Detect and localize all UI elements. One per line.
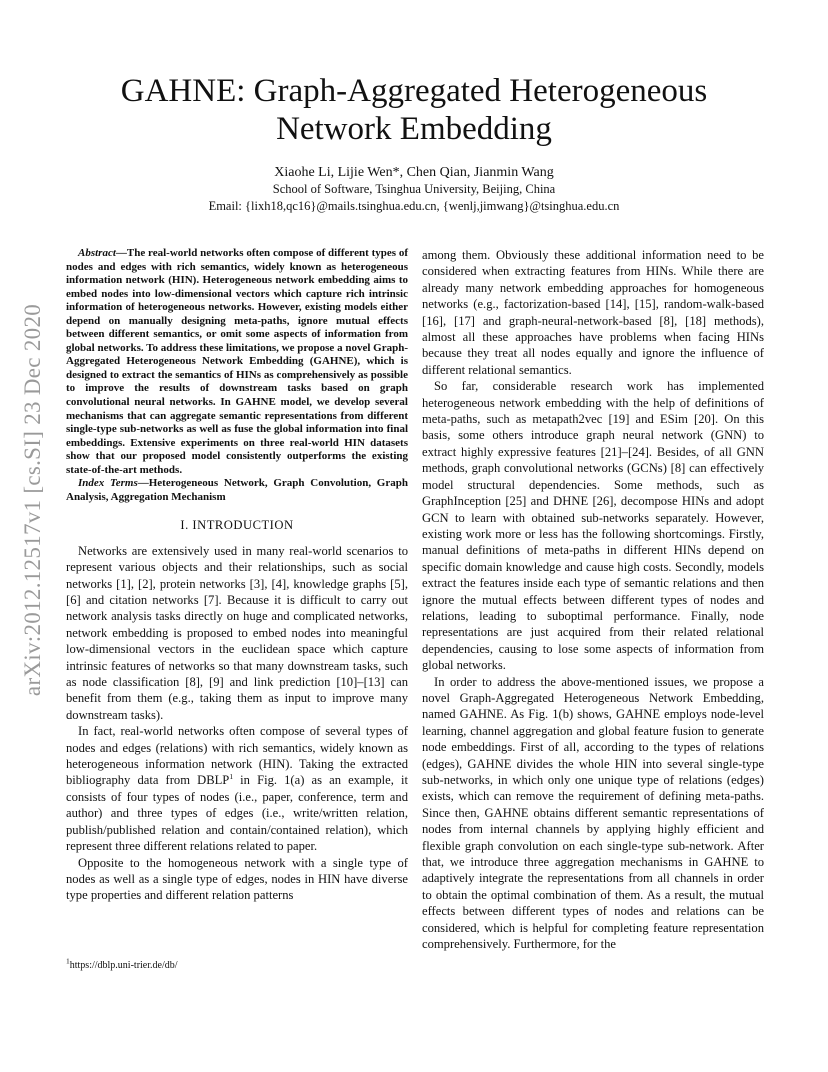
intro-p2-text-b: in Fig. 1(a) as an example, it consists of four types of nodes (i.e., paper, conference, term and author) and three types of edges (i.e., write/written relation, publish/published relation and contain/contained relation), which represent three different relations related to paper. (66, 773, 408, 854)
index-terms-paragraph (66, 477, 408, 504)
footnote-url-link[interactable]: https://dblp.uni-trier.de/db/ (69, 960, 178, 971)
paper-title (80, 72, 748, 148)
title-line-1: GAHNE: Graph-Aggregated Heterogeneous (120, 73, 708, 109)
author-list: Xiaohe Li, Lijie Wen*, Chen Qian, Jianmin Wang (274, 165, 554, 180)
intro-p2-text-a: In fact, real-world networks often compose of several types of nodes and edges (relations) with rich semantics, widely known as heterogeneous information network (HIN). Taking the extracted bibliography data from DBLP (66, 724, 408, 788)
footnote-ref-mark[interactable]: 1 (229, 772, 234, 782)
abstract-block (66, 247, 408, 504)
intro-paragraph-continued: among them. Obviously these additional information need to be considered when extracting features from HINs. While there are already many network embedding approaches for homogeneous networks (e.g., factorization-based [14], [15], random-walk-based [16], [17] and graph-neural-network-based [8], [18] methods), almost all these approaches have problems when facing HINs because they treat all nodes equally and ignore the influence of different relational semantics. (422, 248, 764, 377)
abstract-paragraph (66, 247, 408, 477)
section-heading-introduction: I. INTRODUCTION (180, 518, 294, 533)
footnote-mark: 1 (66, 956, 70, 966)
arxiv-identifier: arXiv:2012.12517v1 [cs.SI] 23 Dec 2020 (20, 303, 45, 697)
intro-paragraph-1: Networks are extensively used in many real-world scenarios to represent various objects and their relationships, such as social networks [1], [2], protein networks [3], [4], knowledge graphs [5], [6] and citation networks [7]. Because it is difficult to carry out network analysis tasks directly on huge and complicated networks, network embedding is proposed to embed nodes into meaningful low-dimensional vectors in the euclidean space which capture intrinsic features of networks so that many downstream tasks, such as node classification [8], [9] and link prediction [10]–[13] can benefit from them (e.g., taking them as input to improve many downstream tasks). (66, 543, 408, 722)
email-line: Email: {lixh18,qc16}@mails.tsinghua.edu.cn, {wenlj,jimwang}@tsinghua.edu.cn (208, 199, 620, 213)
index-terms-text: —Heterogeneous Network, Graph Convolution, Graph Analysis, Aggregation Mechanism (66, 477, 408, 503)
intro-paragraph-proposal: In order to address the above-mentioned issues, we propose a novel Graph-Aggregated Heterogeneous Network Embedding, named GAHNE. As Fig. 1(b) shows, GAHNE employs node-level learning, channel aggregation and global feature fusion to generate node embeddings. First of all, according to the types of relations (edges), GAHNE divides the whole HIN into several single-type sub-networks, in which only one unique type of relations (edges) exists, which can remove the requirement of defining meta-paths. Since then, GAHNE obtains different semantic representations of nodes from internal channels by applying highly efficient and flexible graph convolution on each single-type sub-network. After that, we introduce three aggregation mechanisms in GAHNE to adaptively integrate the representations from all channels in order to obtain the optimal combination of them. As a result, the mutual effects between different types of nodes and relations can be considered, which is helpful for completing feature representation comprehensively. Furthermore, for the (422, 674, 764, 952)
abstract-text: —The real-world networks often compose of different types of nodes and edges with rich semantics, widely known as heterogeneous information network (HIN). Heterogeneous network embedding aims to embed nodes into low-dimensional vectors which capture rich intrinsic information of heterogeneous networks. However, existing models either depend on manually designing meta-paths, ignore mutual effects between different semantics, or omit some aspects of information from global networks. To address these limitations, we propose a novel Graph-Aggregated Heterogeneous Network Embedding (GAHNE), which is designed to extract the semantics of HINs as comprehensively as possible to improve the results of downstream tasks based on graph convolutional neural networks. In GAHNE model, we develop several mechanisms that can aggregate semantic representations from different single-type sub-networks as well as fuse the global information into final embeddings. Extensive experiments on three real-world HIN datasets show that our proposed model consistently outperforms the existing state-of-the-art methods. (66, 247, 408, 476)
footnote (66, 956, 408, 972)
intro-paragraph-related-work: So far, considerable research work has implemented heterogeneous network embedding with the help of definitions of meta-paths, such as metapath2vec [19] and ESim [20]. On this basis, some others introduce graph neural network (GNN) to extract highly expressive features [21]–[24]. Besides, of all GNN methods, graph convolutional networks (GCNs) [8] can effectively model structural dependencies. Some methods, such as GraphInception [25] and DHNE [26], decompose HINs and adopt GCN to learn with obtained sub-networks separately. However, existing work more or less has the following shortcomings. Firstly, manual definitions of meta-paths in different HINs depend on specific domain knowledge and cause high costs. Secondly, models extract the features inside each type of semantic relations and then ignore the mutual effects between different types of nodes and relations, leading to suboptimal performance. Finally, node representations are just acquired from their related relational dependencies, causing to lose some aspects of information from global networks. (422, 379, 764, 673)
title-line-2: Network Embedding (276, 111, 552, 147)
intro-paragraph-3: Opposite to the homogeneous network with a single type of nodes as well as a single type of edges, nodes in HIN have diverse type properties and different relation patterns (66, 855, 408, 903)
affiliation: School of Software, Tsinghua University, Beijing, China (272, 182, 556, 196)
arxiv-sidebar-stamp (18, 265, 48, 735)
left-column (66, 247, 408, 904)
right-column (422, 247, 764, 952)
abstract-label: Abstract (78, 247, 116, 259)
index-terms-label: Index Terms (78, 477, 138, 490)
intro-paragraph-2 (66, 723, 408, 854)
